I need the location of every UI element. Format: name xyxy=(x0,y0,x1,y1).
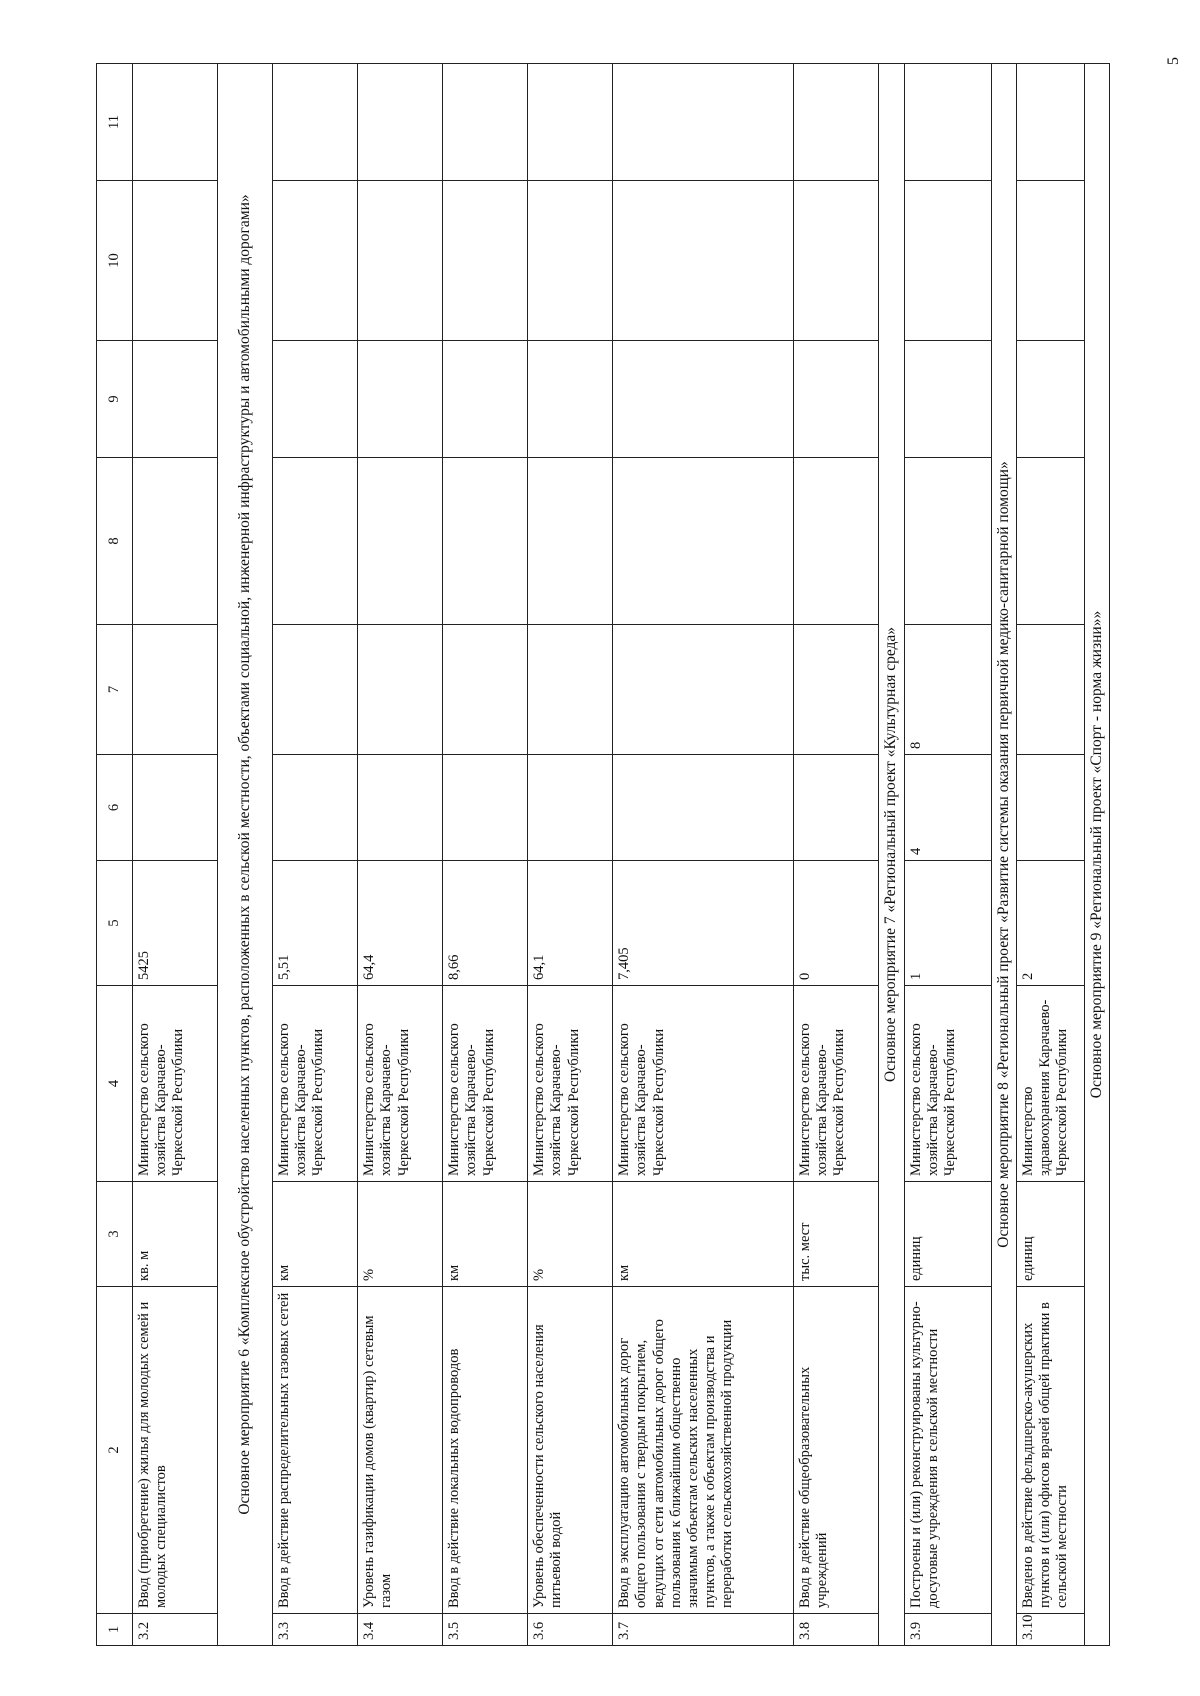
table-cell xyxy=(1017,625,1085,755)
table-cell: 64,4 xyxy=(358,861,443,986)
table-cell xyxy=(904,458,991,625)
table-cell xyxy=(613,625,794,755)
table-cell xyxy=(133,625,218,755)
section-row xyxy=(991,64,1017,1646)
table-cell: 5,51 xyxy=(273,861,358,986)
table-cell: 8,66 xyxy=(443,861,528,986)
table-cell: км xyxy=(443,1182,528,1287)
table-cell: Министерство сельского хозяйства Карачаево-Черкесской Республики xyxy=(528,986,613,1182)
table-cell xyxy=(358,755,443,861)
table-cell xyxy=(1017,755,1085,861)
table-cell xyxy=(273,341,358,458)
column-header: 6 xyxy=(97,755,133,861)
rotated-page xyxy=(96,64,1110,1646)
table-cell: 64,1 xyxy=(528,861,613,986)
table-cell: Министерство сельского хозяйства Карачаево-Черкесской Республики xyxy=(613,986,794,1182)
table-cell xyxy=(613,341,794,458)
table-row xyxy=(904,64,991,1646)
table-cell xyxy=(273,625,358,755)
table-row xyxy=(1017,64,1085,1646)
column-header: 3 xyxy=(97,1182,133,1287)
table-cell: Министерство сельского хозяйства Карачаево-Черкесской Республики xyxy=(443,986,528,1182)
table-cell: Министерство сельского хозяйства Карачаево-Черкесской Республики xyxy=(133,986,218,1182)
column-header: 7 xyxy=(97,625,133,755)
table-cell: км xyxy=(613,1182,794,1287)
table-cell xyxy=(794,458,879,625)
table-cell xyxy=(528,341,613,458)
column-header: 2 xyxy=(97,1287,133,1614)
table-cell xyxy=(794,181,879,341)
table-cell xyxy=(358,64,443,181)
column-header: 5 xyxy=(97,861,133,986)
column-header: 10 xyxy=(97,181,133,341)
table-cell xyxy=(794,755,879,861)
table-cell: 0 xyxy=(794,861,879,986)
table-cell: Построены и (или) реконструированы культурно-досуговые учреждения в сельской местности xyxy=(904,1287,991,1614)
table-cell: 1 xyxy=(904,861,991,986)
table-cell: тыс. мест xyxy=(794,1182,879,1287)
column-header: 1 xyxy=(97,1614,133,1646)
program-indicators-table xyxy=(96,63,1110,1646)
table-cell: Ввод в действие распределительных газовых сетей xyxy=(273,1287,358,1614)
table-cell xyxy=(133,64,218,181)
table-cell: 8 xyxy=(904,625,991,755)
column-header: 9 xyxy=(97,341,133,458)
table-cell: Уровень газификации домов (квартир) сетевым газом xyxy=(358,1287,443,1614)
table-cell xyxy=(528,64,613,181)
table-cell xyxy=(358,458,443,625)
table-cell xyxy=(904,181,991,341)
table-body xyxy=(133,64,1110,1646)
table-cell xyxy=(133,341,218,458)
table-row xyxy=(133,64,218,1646)
table-cell xyxy=(443,181,528,341)
table-cell: 3.4 xyxy=(358,1614,443,1646)
table-cell: единиц xyxy=(904,1182,991,1287)
table-cell xyxy=(794,625,879,755)
table-row xyxy=(273,64,358,1646)
table-row xyxy=(528,64,613,1646)
table-cell: 3.8 xyxy=(794,1614,879,1646)
section-title: Основное мероприятие 8 «Региональный проект «Развитие системы оказания первичной медико-санитарной помощи» xyxy=(991,64,1017,1646)
table-cell: Ввод в действие локальных водопроводов xyxy=(443,1287,528,1614)
table-cell xyxy=(443,625,528,755)
table-cell xyxy=(794,341,879,458)
table-cell: 3.10 xyxy=(1017,1614,1085,1646)
table-cell xyxy=(443,64,528,181)
table-cell: Министерство сельского хозяйства Карачаево-Черкесской Республики xyxy=(904,986,991,1182)
table-cell: 5425 xyxy=(133,861,218,986)
section-title: Основное мероприятие 7 «Региональный проект «Культурная среда» xyxy=(879,64,905,1646)
table-cell: Министерство сельского хозяйства Карачаево-Черкесской Республики xyxy=(358,986,443,1182)
table-row xyxy=(443,64,528,1646)
table-cell xyxy=(443,458,528,625)
table-cell: 3.2 xyxy=(133,1614,218,1646)
table-cell: единиц xyxy=(1017,1182,1085,1287)
table-row xyxy=(358,64,443,1646)
section-row xyxy=(1085,64,1110,1646)
table-cell: Министерство здравоохранения Карачаево-Черкесской Республики xyxy=(1017,986,1085,1182)
column-header: 8 xyxy=(97,458,133,625)
table-cell xyxy=(904,64,991,181)
table-cell: 3.9 xyxy=(904,1614,991,1646)
table-cell xyxy=(358,181,443,341)
table-cell xyxy=(1017,64,1085,181)
table-cell xyxy=(273,458,358,625)
table-cell: Уровень обеспеченности сельского населения питьевой водой xyxy=(528,1287,613,1614)
table-cell: 7,405 xyxy=(613,861,794,986)
table-cell: Ввод в эксплуатацию автомобильных дорог общего пользования с твердым покрытием, ведущих от сети автомобильных дорог общего пользования к ближайшим общественно значимым объектам сельских населенных пунктов, а также к объектам производства и переработки сельскохозяйственной продукции xyxy=(613,1287,794,1614)
column-header: 4 xyxy=(97,986,133,1182)
table-cell xyxy=(273,755,358,861)
table-cell xyxy=(1017,341,1085,458)
table-cell: 3.3 xyxy=(273,1614,358,1646)
table-cell: Ввод в действие общеобразовательных учреждений xyxy=(794,1287,879,1614)
section-title: Основное мероприятие 9 «Региональный проект «Спорт - норма жизни»» xyxy=(1085,64,1110,1646)
table-cell xyxy=(358,625,443,755)
table-cell: 3.6 xyxy=(528,1614,613,1646)
table-cell: % xyxy=(358,1182,443,1287)
table-cell: Министерство сельского хозяйства Карачаево-Черкесской Республики xyxy=(794,986,879,1182)
table-cell xyxy=(133,181,218,341)
table-cell: км xyxy=(273,1182,358,1287)
table-cell xyxy=(613,458,794,625)
table-cell xyxy=(133,458,218,625)
table-cell xyxy=(358,341,443,458)
table-cell xyxy=(133,755,218,861)
table-cell: 3.5 xyxy=(443,1614,528,1646)
header-row xyxy=(97,64,133,1646)
section-title: Основное мероприятие 6 «Комплексное обустройство населенных пунктов, расположенных в сельской местности, объектами социальной, инженерной инфраструктуры и автомобильными дорогами» xyxy=(218,64,273,1646)
column-header: 11 xyxy=(97,64,133,181)
table-cell xyxy=(528,755,613,861)
table-cell xyxy=(443,341,528,458)
table-cell xyxy=(613,755,794,861)
table-row xyxy=(613,64,794,1646)
section-row xyxy=(879,64,905,1646)
table-cell xyxy=(794,64,879,181)
table-cell: Введено в действие фельдшерско-акушерских пунктов и (или) офисов врачей общей практики в сельской местности xyxy=(1017,1287,1085,1614)
table-cell xyxy=(528,625,613,755)
table-cell: % xyxy=(528,1182,613,1287)
table-cell xyxy=(528,458,613,625)
table-cell: 2 xyxy=(1017,861,1085,986)
page-number: 5 xyxy=(1165,57,1182,65)
table-cell: кв. м xyxy=(133,1182,218,1287)
table-cell xyxy=(443,755,528,861)
table-cell xyxy=(273,64,358,181)
table-cell: 4 xyxy=(904,755,991,861)
table-cell: 3.7 xyxy=(613,1614,794,1646)
table-cell xyxy=(273,181,358,341)
table-cell xyxy=(528,181,613,341)
table-row xyxy=(794,64,879,1646)
table-cell xyxy=(1017,181,1085,341)
table-cell xyxy=(1017,458,1085,625)
table-cell xyxy=(613,64,794,181)
table-cell xyxy=(613,181,794,341)
table-cell: Ввод (приобретение) жилья для молодых семей и молодых специалистов xyxy=(133,1287,218,1614)
section-row xyxy=(218,64,273,1646)
table-cell: Министерство сельского хозяйства Карачаево-Черкесской Республики xyxy=(273,986,358,1182)
table-cell xyxy=(904,341,991,458)
